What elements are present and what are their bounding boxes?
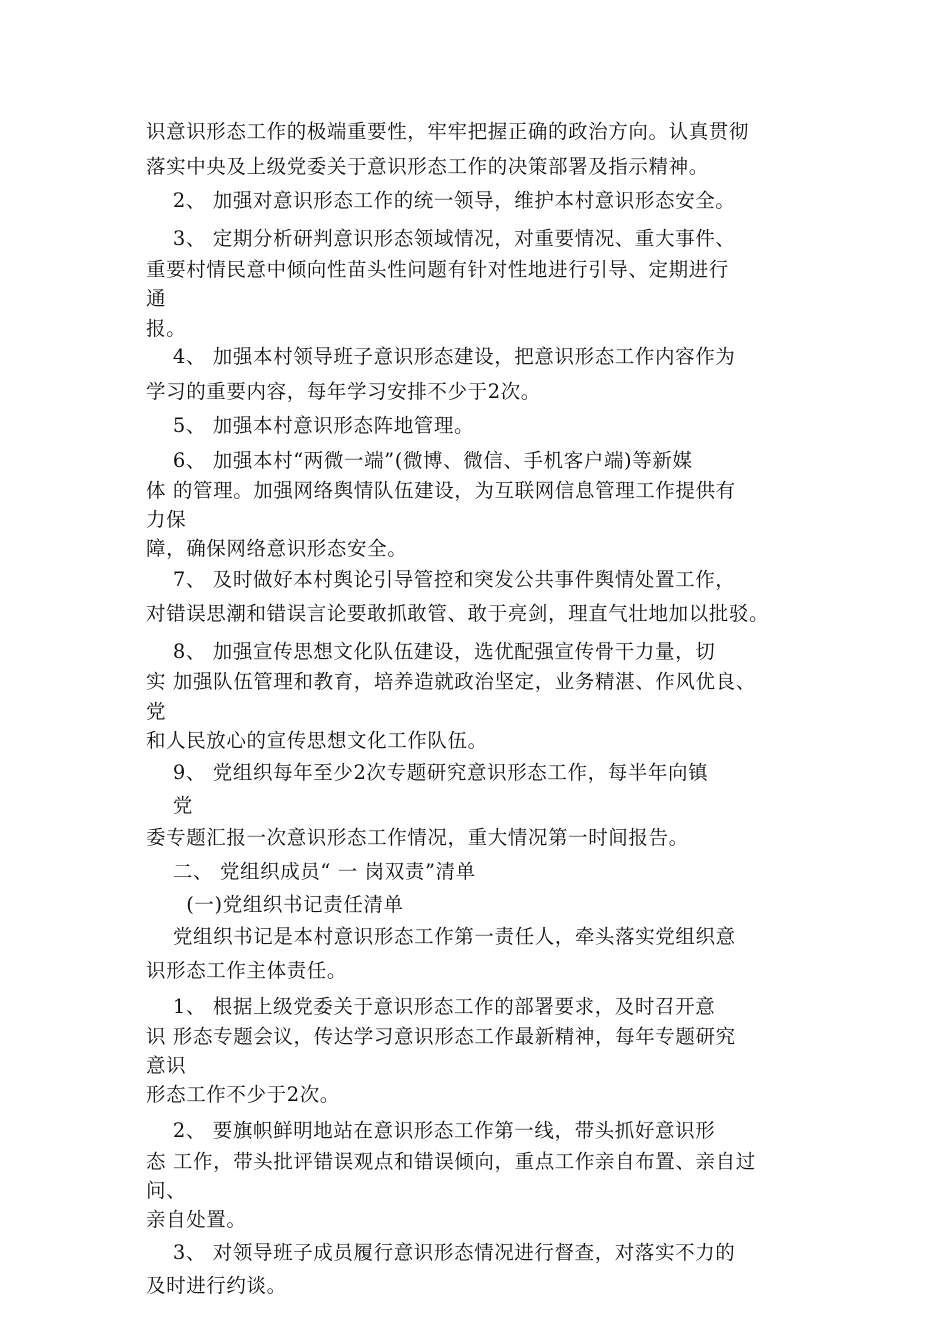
text-line: 识意识形态工作的极端重要性，牢牢把握正确的政治方向。认真贯彻: [146, 120, 750, 143]
text-line: 2、 加强对意识形态工作的统一领导，维护本村意识形态安全。: [146, 189, 736, 212]
text-line: 学习的重要内容，每年学习安排不少于2次。: [146, 380, 541, 403]
text-line: 9、 党组织每年至少2次专题研究意识形态工作，每半年向镇: [146, 761, 709, 784]
text-line: 4、 加强本村领导班子意识形态建设，把意识形态工作内容作为: [146, 345, 736, 368]
text-line: 形态工作不少于2次。: [146, 1083, 340, 1106]
text-line: 8、 加强宣传思想文化队伍建设，选优配强宣传骨干力量，切: [146, 640, 716, 663]
text-line: 1、 根据上级党委关于意识形态工作的部署要求，及时召开意: [146, 995, 716, 1018]
text-line: 识形态工作主体责任。: [146, 959, 348, 982]
text-line: 和人民放心的宣传思想文化工作队伍。: [146, 729, 488, 752]
text-line: 意识: [146, 1054, 187, 1077]
text-line: 态 工作，带头批评错误观点和错误倾向，重点工作亲自布置、亲自过: [146, 1150, 756, 1173]
text-line: 实 加强队伍管理和教育，培养造就政治坚定，业务精湛、作风优良、: [146, 670, 756, 693]
text-line: 党组织书记是本村意识形态工作第一责任人，牵头落实党组织意: [146, 925, 736, 948]
text-line: 力保: [146, 508, 187, 531]
text-line: 2、 要旗帜鲜明地站在意识形态工作第一线，带头抓好意识形: [146, 1119, 716, 1142]
text-line: 障，确保网络意识形态安全。: [146, 537, 408, 560]
text-line: 报。: [146, 317, 187, 340]
text-line: 落实中央及上级党委关于意识形态工作的决策部署及指示精神。: [146, 155, 709, 178]
text-line: 7、 及时做好本村舆论引导管控和突发公共事件舆情处置工作，: [146, 568, 736, 591]
section-heading: 二、 党组织成员“ 一 岗双责”清单: [146, 860, 476, 883]
text-line: 党: [146, 794, 193, 817]
text-line: 问、: [146, 1179, 187, 1202]
text-line: 党: [146, 700, 167, 723]
text-line: 及时进行约谈。: [146, 1274, 287, 1297]
text-line: 亲自处置。: [146, 1208, 247, 1231]
text-line: 3、 定期分析研判意识形态领域情况，对重要情况、重大事件、: [146, 227, 736, 250]
text-line: 3、 对领导班子成员履行意识形态情况进行督查，对落实不力的: [146, 1241, 736, 1264]
text-line: 5、 加强本村意识形态阵地管理。: [146, 414, 475, 437]
text-line: 通: [146, 287, 167, 310]
text-line: 体 的管理。加强网络舆情队伍建设，为互联网信息管理工作提供有: [146, 479, 736, 502]
text-line: 对错误思潮和错误言论要敢抓敢管、敢于亮剑，理直气壮地加以批驳。: [146, 602, 770, 625]
subsection-heading: (一)党组织书记责任清单: [146, 893, 404, 916]
text-line: 委专题汇报一次意识形态工作情况，重大情况第一时间报告。: [146, 826, 689, 849]
text-line: 重要村情民意中倾向性苗头性问题有针对性地进行引导、定期进行: [146, 258, 729, 281]
text-line: 识 形态专题会议，传达学习意识形态工作最新精神，每年专题研究: [146, 1025, 736, 1048]
text-line: 6、 加强本村“两微一端”(微博、微信、手机客户端)等新媒: [146, 449, 693, 472]
